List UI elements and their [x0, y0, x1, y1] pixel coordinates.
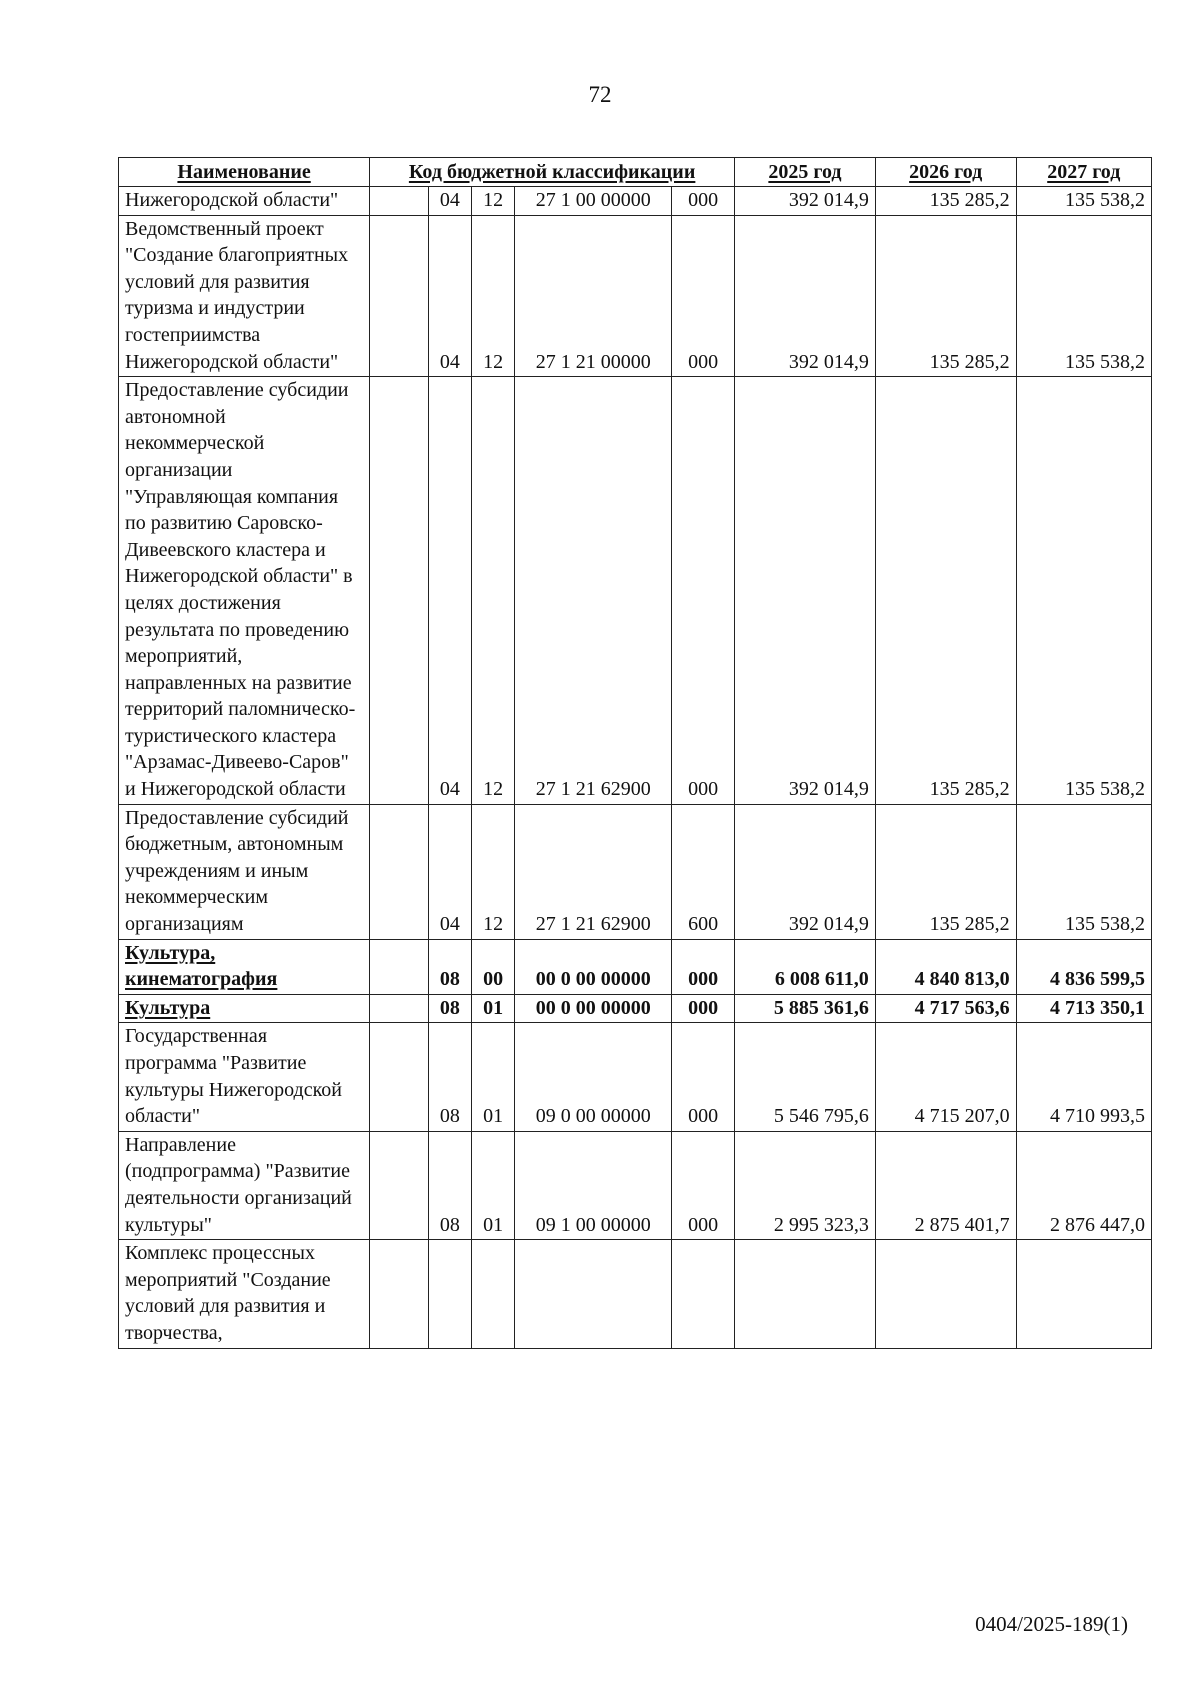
table-row	[119, 1240, 1152, 1348]
row-amount-2026: 135 285,2	[875, 377, 1016, 805]
row-admin-code	[370, 804, 428, 939]
row-admin-code	[370, 377, 428, 805]
row-amount-2025: 392 014,9	[735, 187, 876, 216]
row-name: Государственная программа "Развитие культуры Нижегородской области"	[119, 1023, 370, 1131]
row-target-article: 00 0 00 00000	[515, 994, 672, 1023]
row-expense-type: 000	[672, 939, 735, 994]
table-row	[119, 1023, 1152, 1131]
row-amount-2025: 5 546 795,6	[735, 1023, 876, 1131]
row-target-article: 09 1 00 00000	[515, 1131, 672, 1239]
row-subsection: 12	[471, 377, 514, 805]
header-2025: 2025 год	[735, 158, 876, 187]
row-expense-type: 000	[672, 215, 735, 377]
row-target-article: 27 1 21 00000	[515, 215, 672, 377]
row-section: 04	[428, 215, 471, 377]
row-target-article: 27 1 21 62900	[515, 377, 672, 805]
table-row	[119, 1131, 1152, 1239]
row-admin-code	[370, 1023, 428, 1131]
row-amount-2026	[875, 1240, 1016, 1348]
table-row	[119, 939, 1152, 994]
row-section: 08	[428, 1131, 471, 1239]
row-admin-code	[370, 1240, 428, 1348]
header-2027: 2027 год	[1016, 158, 1151, 187]
row-amount-2027: 135 538,2	[1016, 215, 1151, 377]
row-amount-2027: 135 538,2	[1016, 804, 1151, 939]
row-amount-2027	[1016, 1240, 1151, 1348]
row-expense-type: 000	[672, 994, 735, 1023]
row-expense-type: 000	[672, 187, 735, 216]
row-amount-2025: 392 014,9	[735, 804, 876, 939]
row-target-article: 00 0 00 00000	[515, 939, 672, 994]
row-expense-type: 600	[672, 804, 735, 939]
row-section: 04	[428, 804, 471, 939]
row-name: Культура, кинематография	[119, 939, 370, 994]
header-2026: 2026 год	[875, 158, 1016, 187]
row-section: 08	[428, 994, 471, 1023]
row-amount-2025: 5 885 361,6	[735, 994, 876, 1023]
row-section: 08	[428, 939, 471, 994]
row-subsection: 01	[471, 994, 514, 1023]
document-code: 0404/2025-189(1)	[975, 1612, 1128, 1636]
row-subsection: 12	[471, 804, 514, 939]
row-subsection: 01	[471, 1131, 514, 1239]
row-section: 04	[428, 377, 471, 805]
row-subsection	[471, 1240, 514, 1348]
row-name: Предоставление субсидий бюджетным, автономным учреждениям и иным некоммерческим организациям	[119, 804, 370, 939]
table-row	[119, 804, 1152, 939]
row-amount-2027: 4 836 599,5	[1016, 939, 1151, 994]
row-amount-2025: 392 014,9	[735, 215, 876, 377]
row-amount-2027: 135 538,2	[1016, 377, 1151, 805]
row-subsection: 12	[471, 215, 514, 377]
row-target-article	[515, 1240, 672, 1348]
row-amount-2025	[735, 1240, 876, 1348]
row-amount-2027: 135 538,2	[1016, 187, 1151, 216]
page-number: 72	[588, 82, 612, 107]
row-admin-code	[370, 994, 428, 1023]
row-expense-type: 000	[672, 377, 735, 805]
header-name: Наименование	[119, 158, 370, 187]
row-admin-code	[370, 187, 428, 216]
row-amount-2027: 4 710 993,5	[1016, 1023, 1151, 1131]
header-code: Код бюджетной классификации	[370, 158, 735, 187]
row-amount-2026: 135 285,2	[875, 215, 1016, 377]
row-name: Предоставление субсидии автономной некоммерческой организации "Управляющая компания по развитию Саровско-Дивеевского кластера и Нижегородской области" в целях достижения результата по проведению мероприятий, направленных на развитие территорий паломническо-туристического кластера "Арзамас-Дивеево-Саров" и Нижегородской области	[119, 377, 370, 805]
table-row	[119, 187, 1152, 216]
row-target-article: 09 0 00 00000	[515, 1023, 672, 1131]
row-amount-2026: 135 285,2	[875, 804, 1016, 939]
table-header-row	[119, 158, 1152, 187]
row-name: Комплекс процессных мероприятий "Создание условий для развития и творчества,	[119, 1240, 370, 1348]
row-section: 04	[428, 187, 471, 216]
row-target-article: 27 1 00 00000	[515, 187, 672, 216]
row-amount-2026: 2 875 401,7	[875, 1131, 1016, 1239]
row-name: Направление (подпрограмма) "Развитие деятельности организаций культуры"	[119, 1131, 370, 1239]
table-row	[119, 215, 1152, 377]
row-section: 08	[428, 1023, 471, 1131]
row-admin-code	[370, 939, 428, 994]
row-name: Нижегородской области"	[119, 187, 370, 216]
row-section	[428, 1240, 471, 1348]
row-amount-2027: 2 876 447,0	[1016, 1131, 1151, 1239]
row-amount-2026: 135 285,2	[875, 187, 1016, 216]
row-expense-type	[672, 1240, 735, 1348]
row-admin-code	[370, 215, 428, 377]
table-row	[119, 377, 1152, 805]
row-amount-2026: 4 717 563,6	[875, 994, 1016, 1023]
row-amount-2025: 6 008 611,0	[735, 939, 876, 994]
row-target-article: 27 1 21 62900	[515, 804, 672, 939]
row-name: Ведомственный проект "Создание благоприятных условий для развития туризма и индустрии гостеприимства Нижегородской области"	[119, 215, 370, 377]
budget-table	[118, 157, 1152, 1349]
row-admin-code	[370, 1131, 428, 1239]
row-amount-2027: 4 713 350,1	[1016, 994, 1151, 1023]
row-amount-2026: 4 715 207,0	[875, 1023, 1016, 1131]
row-amount-2025: 392 014,9	[735, 377, 876, 805]
table-row	[119, 994, 1152, 1023]
row-amount-2025: 2 995 323,3	[735, 1131, 876, 1239]
row-subsection: 00	[471, 939, 514, 994]
row-name: Культура	[119, 994, 370, 1023]
row-expense-type: 000	[672, 1023, 735, 1131]
row-expense-type: 000	[672, 1131, 735, 1239]
row-amount-2026: 4 840 813,0	[875, 939, 1016, 994]
row-subsection: 12	[471, 187, 514, 216]
row-subsection: 01	[471, 1023, 514, 1131]
table-body	[119, 187, 1152, 1349]
